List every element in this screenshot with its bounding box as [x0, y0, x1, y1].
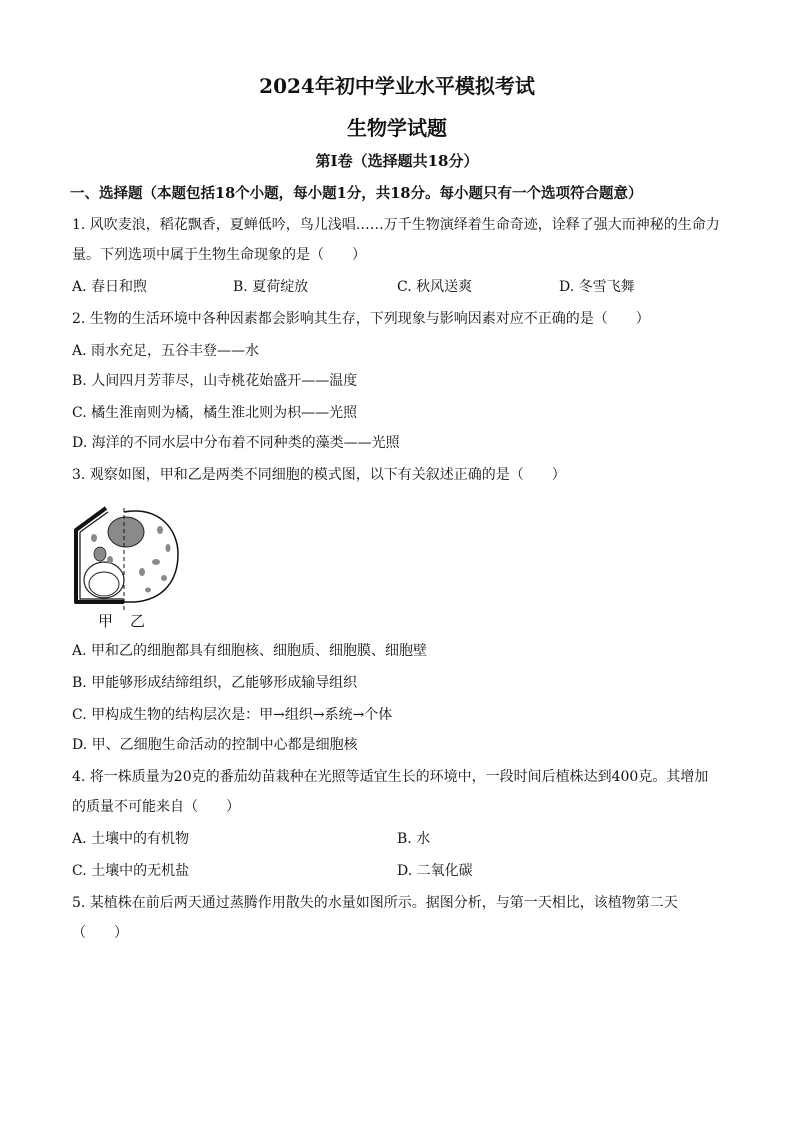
exam-title: 2024年初中学业水平模拟考试	[259, 74, 535, 98]
q2-option-b: B. 人间四月芳菲尽，山寺桃花始盛开——温度	[72, 373, 358, 389]
q1-option-b: B. 夏荷绽放	[233, 279, 309, 295]
q4-option-c: C. 土壤中的无机盐	[72, 863, 190, 879]
q1-option-a: A. 春日和煦	[72, 279, 148, 295]
q3-option-b: B. 甲能够形成结缔组织，乙能够形成输导组织	[72, 675, 358, 691]
figure-label-yi: 乙	[130, 612, 146, 630]
q1-stem-line1: 1. 风吹麦浪，稻花飘香，夏蝉低吟，鸟儿浅唱……万千生物演绎着生命奇迹，诠释了强大而神秘的生命力	[72, 217, 720, 233]
part-title: 第Ⅰ卷（选择题共18分）	[315, 152, 479, 170]
q5-stem-line1: 5. 某植株在前后两天通过蒸腾作用散失的水量如图所示。据图分析，与第一天相比，该植物第二天	[72, 895, 678, 911]
q1-option-c: C. 秋风送爽	[397, 279, 473, 295]
q3-option-c: C. 甲构成生物的结构层次是：甲→组织→系统→个体	[72, 707, 393, 723]
q2-stem: 2. 生物的生活环境中各种因素都会影响其生存，下列现象与影响因素对应不正确的是（ ）	[72, 311, 650, 327]
q1-option-d: D. 冬雪飞舞	[559, 279, 635, 295]
figure-label-jia: 甲	[98, 612, 114, 630]
q2-option-a: A. 雨水充足，五谷丰登——水	[72, 343, 260, 359]
section-heading: 一、选择题（本题包括18个小题，每小题1分，共18分。每小题只有一个选项符合题意）	[70, 185, 643, 202]
q4-option-d: D. 二氧化碳	[397, 863, 473, 879]
q1-stem-line2: 量。下列选项中属于生物生命现象的是（ ）	[72, 247, 366, 263]
q4-stem-line2: 的质量不可能来自（ ）	[72, 799, 240, 815]
q3-option-a: A. 甲和乙的细胞都具有细胞核、细胞质、细胞膜、细胞壁	[72, 643, 428, 659]
q4-option-a: A. 土壤中的有机物	[72, 831, 190, 847]
q3-stem: 3. 观察如图，甲和乙是两类不同细胞的模式图，以下有关叙述正确的是（ ）	[72, 467, 566, 483]
q4-stem-line1: 4. 将一株质量为20克的番茄幼苗栽种在光照等适宜生长的环境中，一段时间后植株达到400克。其增加	[72, 769, 709, 785]
q2-option-d: D. 海洋的不同水层中分布着不同种类的藻类——光照	[72, 435, 400, 451]
q4-option-b: B. 水	[397, 831, 431, 847]
q5-stem-line2: （ ）	[72, 925, 128, 941]
q2-option-c: C. 橘生淮南则为橘，橘生淮北则为枳——光照	[72, 405, 358, 421]
exam-subject: 生物学试题	[347, 116, 447, 140]
q3-option-d: D. 甲、乙细胞生命活动的控制中心都是细胞核	[72, 737, 358, 753]
